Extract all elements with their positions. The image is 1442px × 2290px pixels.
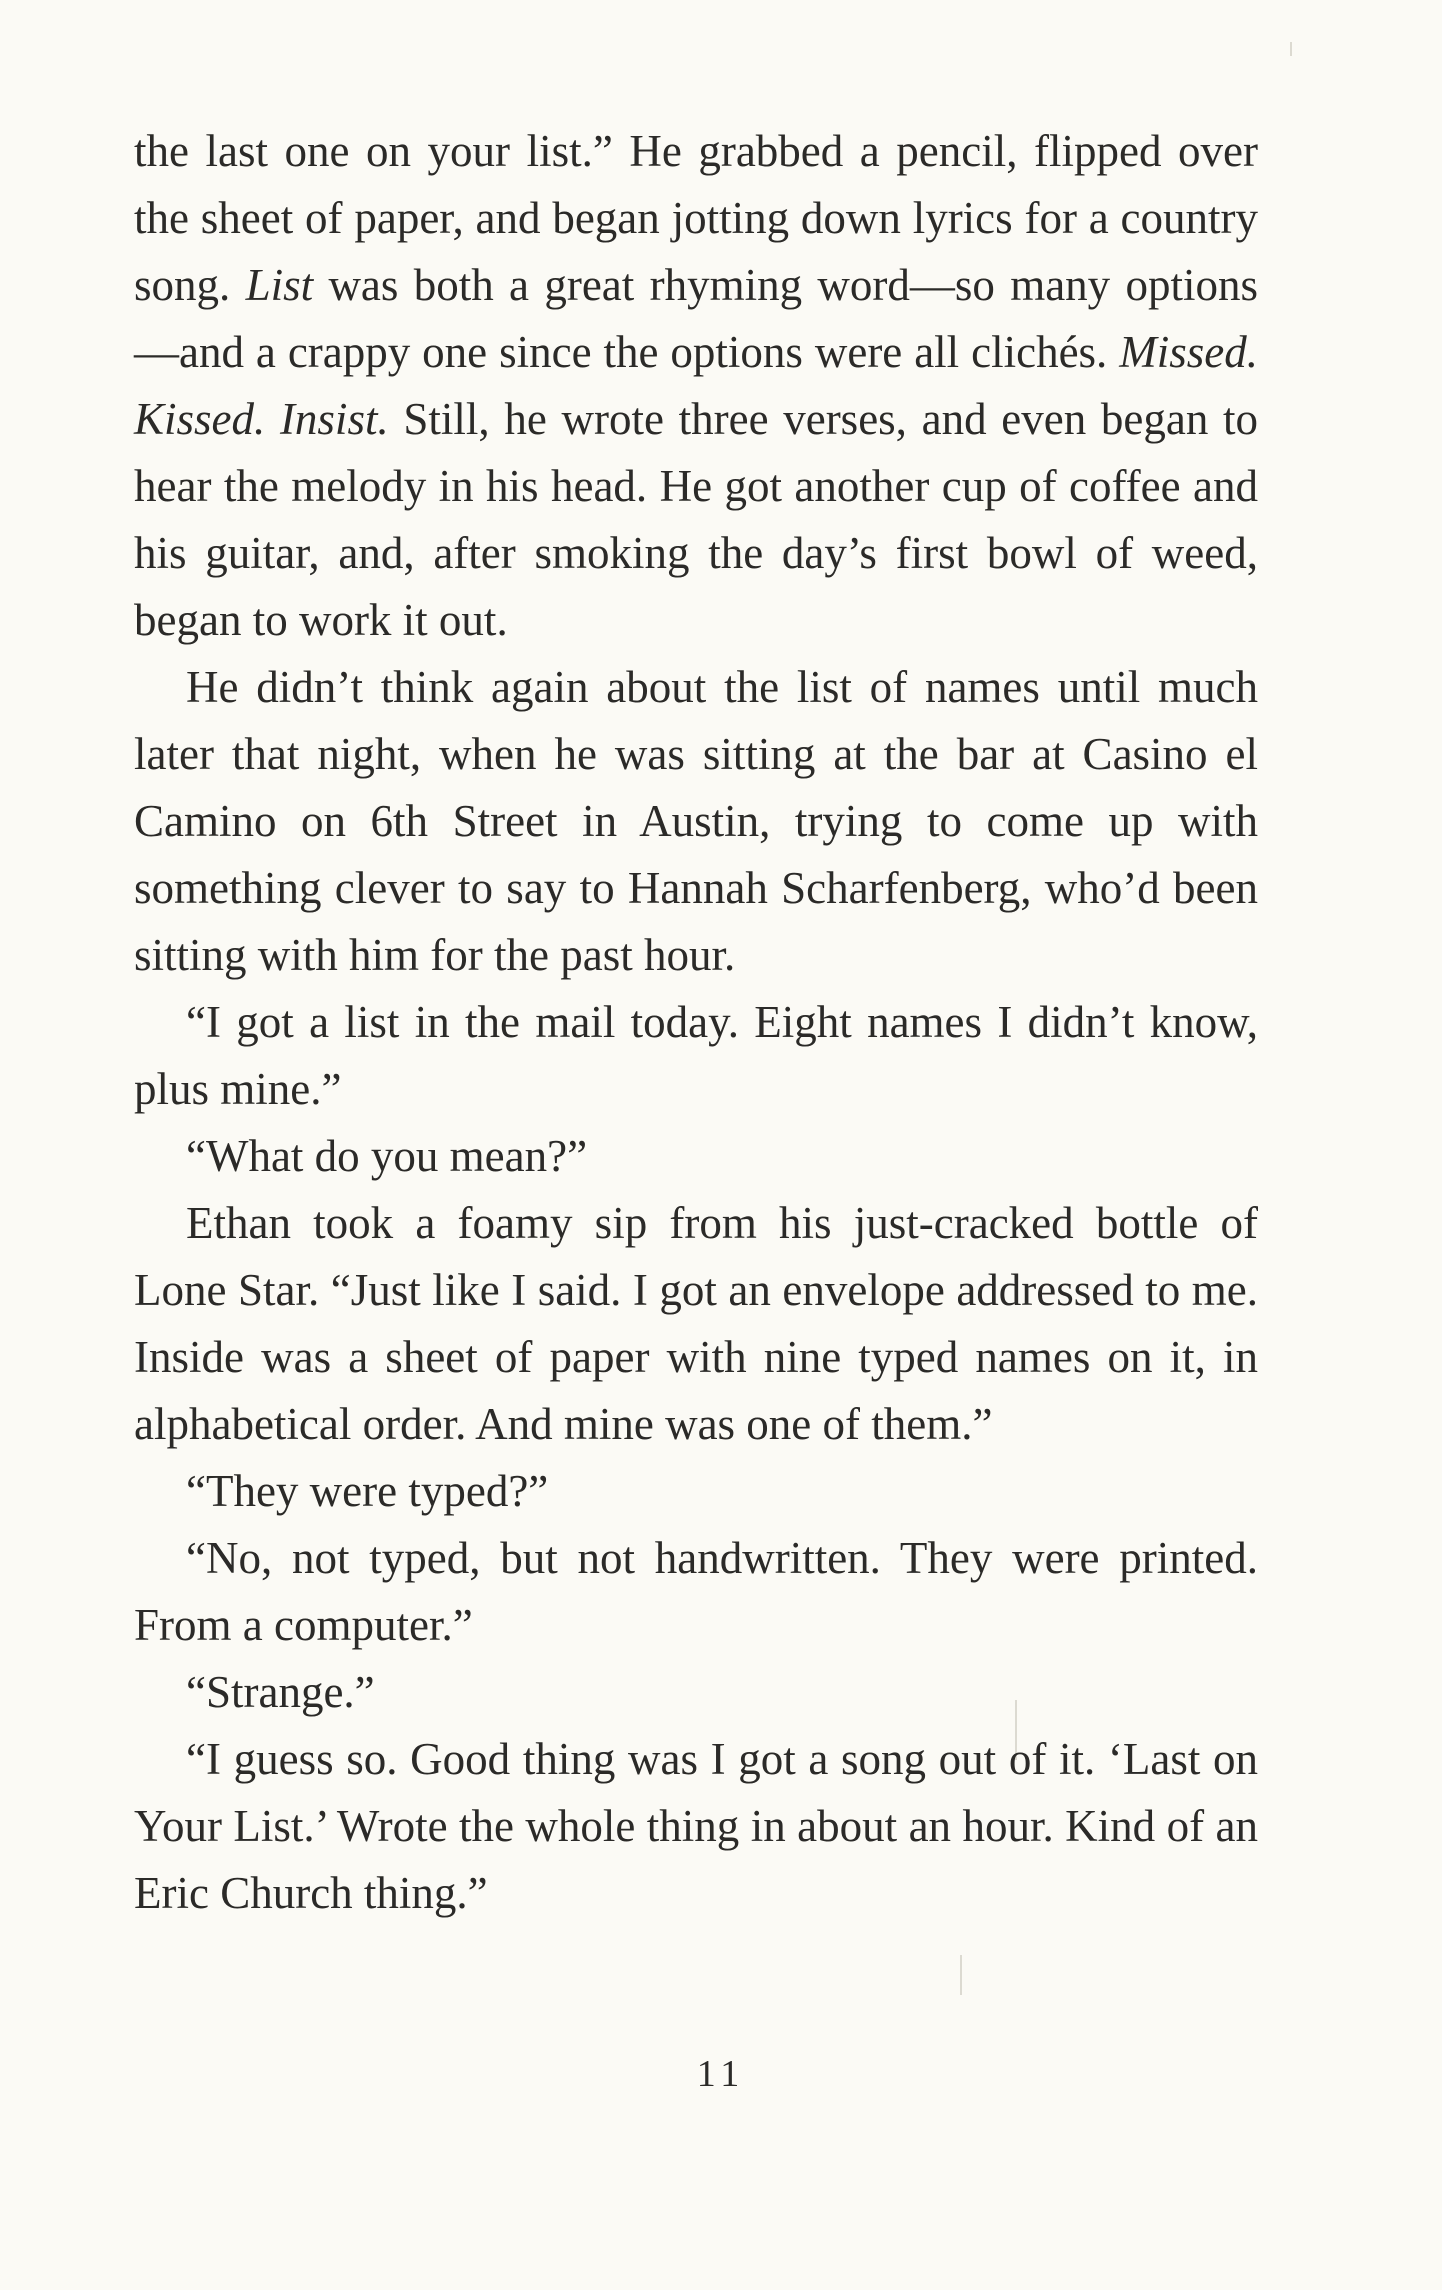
text-run: was both a great rhyming word—so many options—and a crappy one since the options were all clichés. xyxy=(134,260,1258,377)
text-run: “I guess so. Good thing was I got a song out of it. ‘Last on Your List.’ Wrote the whole thing in about an hour. Kind of an Eric Church thing.” xyxy=(134,1734,1258,1918)
paragraph xyxy=(134,1726,1258,1927)
paragraph xyxy=(134,1659,1258,1726)
text-run: “Strange.” xyxy=(186,1667,375,1717)
text-run: “They were typed?” xyxy=(186,1466,549,1516)
text-run: Ethan took a foamy sip from his just-cracked bottle of Lone Star. “Just like I said. I got an envelope addressed to me. Inside was a sheet of paper with nine typed names on it, in alphabetical order. And mine was one of them.” xyxy=(134,1198,1258,1449)
paragraph xyxy=(134,1458,1258,1525)
body-text xyxy=(134,118,1258,1927)
text-run: “What do you mean?” xyxy=(186,1131,588,1181)
italic-text: Missed. Kissed. Insist. xyxy=(134,327,1258,444)
paragraph xyxy=(134,1525,1258,1659)
paragraph xyxy=(134,989,1258,1123)
paragraph xyxy=(134,118,1258,654)
text-run: “I got a list in the mail today. Eight names I didn’t know, plus mine.” xyxy=(134,997,1258,1114)
text-run: He didn’t think again about the list of names until much later that night, when he was sitting at the bar at Casino el Camino on 6th Street in Austin, trying to come up with something clever to say to Hannah Scharfenberg, who’d been sitting with him for the past hour. xyxy=(134,662,1258,980)
scan-speck xyxy=(960,1955,962,1995)
scan-speck xyxy=(1290,42,1292,56)
paragraph xyxy=(134,654,1258,989)
text-run: the last one on your list.” He grabbed a pencil, flipped over the sheet of paper, and began jotting down lyrics for a country song. xyxy=(134,126,1258,310)
paragraph xyxy=(134,1123,1258,1190)
text-run: “No, not typed, but not handwritten. They were printed. From a computer.” xyxy=(134,1533,1258,1650)
italic-text: List xyxy=(245,260,314,310)
paragraph xyxy=(134,1190,1258,1458)
text-run: Still, he wrote three verses, and even began to hear the melody in his head. He got another cup of coffee and his guitar, and, after smoking the day’s first bowl of weed, began to work it out. xyxy=(134,394,1258,645)
page-number: 11 xyxy=(696,2053,746,2095)
